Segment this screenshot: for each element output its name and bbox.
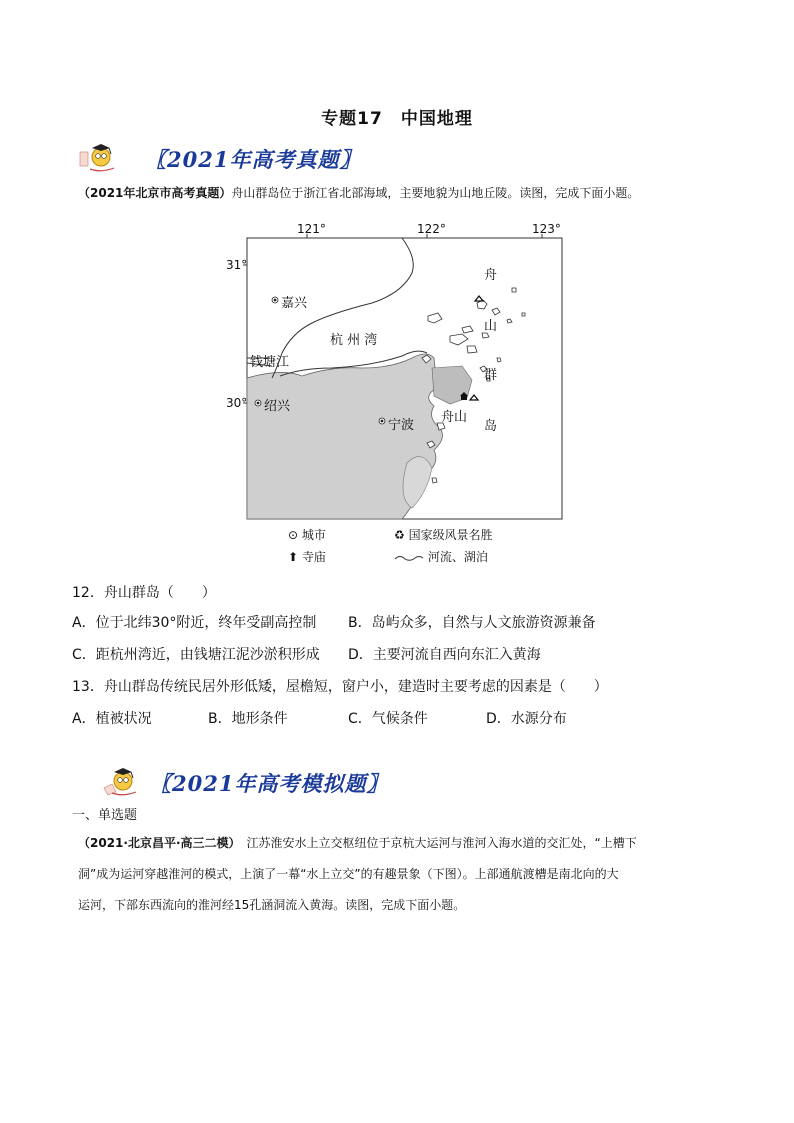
river-legend-icon	[394, 553, 424, 563]
label-island-qun: 群	[484, 368, 498, 383]
lon-tick-123: 123°	[532, 222, 561, 236]
q13-option-a[interactable]: A．植被状况	[72, 711, 152, 727]
lat-tick-31: 31°	[226, 258, 248, 272]
q12-option-c[interactable]: C．距杭州湾近，由钱塘江泥沙淤积形成	[72, 647, 320, 663]
section-heading-real-exam: 〖2021年高考真题〗	[145, 147, 362, 172]
q13-stem: 13．舟山群岛传统民居外形低矮，屋檐短，窗户小，建造时主要考虑的因素是（ ）	[72, 679, 608, 695]
label-zhoushan-city: 舟山	[441, 410, 468, 425]
zhoushan-map	[222, 218, 582, 570]
section-heading-mock-exam: 〖2021年高考模拟题〗	[150, 771, 389, 796]
legend-river-label: 河流、湖泊	[427, 550, 488, 564]
label-hangzhouwan: 杭 州 湾	[330, 333, 378, 348]
label-island-shan: 山	[484, 319, 498, 334]
legend-river	[394, 548, 488, 565]
section2-intro-source: （2021·北京昌平·高三二模）	[78, 836, 235, 850]
page-title: 专题17 中国地理	[321, 109, 473, 129]
lon-tick-121: 121°	[297, 222, 326, 236]
section2-intro-line1	[78, 836, 738, 850]
intro-text: 舟山群岛位于浙江省北部海域，主要地貌为山地丘陵。读图，完成下面小题。	[231, 186, 640, 200]
legend-scenic-label: 国家级风景名胜	[408, 528, 493, 542]
legend-scenic: ♻ 国家级风景名胜	[394, 528, 493, 542]
single-choice-label: 一、单选题	[72, 808, 138, 823]
section2-intro-line3: 运河，下部东西流向的淮河经15孔涵洞流入黄海。读图，完成下面小题。	[78, 898, 466, 912]
q12-option-d[interactable]: D．主要河流自西向东汇入黄海	[348, 647, 541, 663]
label-island-dao: 岛	[484, 419, 498, 434]
q13-option-b[interactable]: B．地形条件	[208, 711, 288, 727]
legend-city: ⊙ 城市	[288, 528, 326, 542]
section2-intro-text1: 江苏淮安水上立交枢纽位于京杭大运河与淮河入海水道的交汇处，“上槽下	[246, 836, 637, 850]
q12-option-a[interactable]: A．位于北纬30°附近，终年受副高控制	[72, 615, 317, 631]
label-island-zhou: 舟	[484, 268, 498, 283]
label-shaoxing: 绍兴	[264, 399, 291, 414]
label-jiaxing: 嘉兴	[281, 296, 308, 311]
legend-city-label: 城市	[301, 528, 326, 542]
legend-temple: ⬆ 寺庙	[288, 550, 326, 564]
label-ningbo: 宁波	[388, 418, 415, 433]
q12-option-b[interactable]: B．岛屿众多，自然与人文旅游资源兼备	[348, 615, 596, 631]
section1-intro	[78, 186, 758, 200]
legend-temple-label: 寺庙	[301, 550, 326, 564]
section2-intro-line2: 洞”成为运河穿越淮河的模式，上演了一幕“水上立交”的有趣景象（下图）。上部通航渡槽是南北向的大	[78, 867, 619, 881]
lon-tick-122: 122°	[417, 222, 446, 236]
lat-tick-30: 30°	[226, 396, 248, 410]
q13-option-c[interactable]: C．气候条件	[348, 711, 428, 727]
mascot-icon	[78, 142, 118, 174]
mascot-icon	[100, 766, 140, 798]
label-qiantangjiang: 钱塘江	[250, 355, 290, 370]
intro-source: （2021年北京市高考真题）	[78, 186, 232, 200]
q12-stem: 12．舟山群岛（ ）	[72, 585, 216, 601]
q13-option-d[interactable]: D．水源分布	[486, 711, 567, 727]
